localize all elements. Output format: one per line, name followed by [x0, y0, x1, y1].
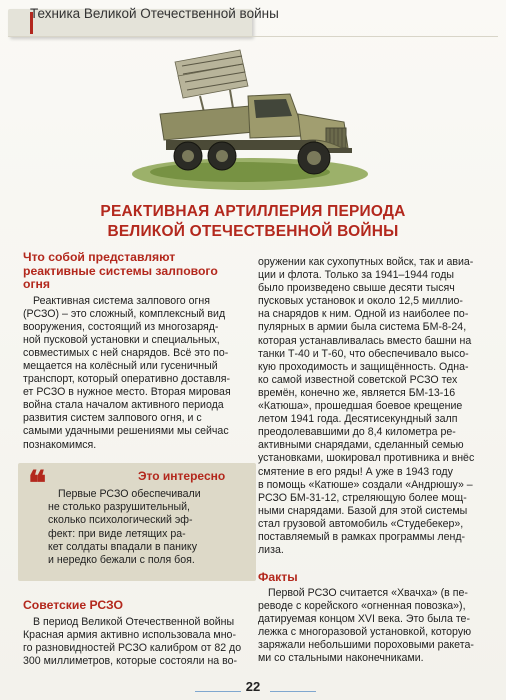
- text-line: ными снарядами. Базой для этой системы: [258, 504, 468, 517]
- text-line: летом 1941 года. Десятисекундный залп: [258, 413, 458, 426]
- text-line: ной пусковой установки и специальных,: [23, 333, 220, 346]
- text-line: которая устанавливалась вместо башни на: [258, 334, 472, 347]
- header-divider: [8, 36, 498, 37]
- text-line: совместимых с ней снарядов. Всё это по-: [23, 346, 229, 359]
- text-line: было произведено свыше десяти тысяч: [258, 282, 455, 295]
- section-soviet-rszo: [23, 599, 251, 668]
- header-title: Техника Великой Отечественной войны: [30, 6, 279, 21]
- text-line: Красная армия активно использовала мно-: [23, 628, 236, 641]
- text-line: датируемая концом XVI века. Это была те-: [258, 612, 470, 625]
- text-line: 300 миллиметров, которые состояли на во-: [23, 654, 238, 667]
- text-line: война стала началом активного периода: [23, 399, 224, 412]
- text-line: мещается на колёсный или гусеничный: [23, 359, 218, 372]
- interesting-label: Это интересно: [138, 469, 226, 483]
- text-line: кую проходимость и защищённость. Одна-: [258, 360, 469, 373]
- text-line: поставляемый в рамках программы ленд-: [258, 530, 466, 543]
- text-line: ет РСЗО в нужное место. Вторая мировая: [23, 386, 231, 399]
- text-line: танки Т-40 и Т-60, что обеспечивало высо-: [258, 347, 469, 360]
- text-line: вооружения, состоящий из многозаряд-: [23, 320, 219, 333]
- interesting-text: [48, 488, 244, 567]
- text-line: познакомимся.: [23, 438, 97, 451]
- section-what-is-rszo: [23, 251, 251, 452]
- text-line: лежка с многоразовой установкой, которую: [258, 625, 472, 638]
- page-title: [40, 202, 466, 242]
- text-line: ции и флота. Только за 1941–1944 годы: [258, 269, 454, 282]
- text-line: смятение в его ряды! А уже в 1943 году: [258, 465, 453, 478]
- text-line: преодолевавшими до 8,4 километра ре-: [258, 426, 456, 439]
- text-line: Первой РСЗО считается «Хвачха» (в пе-: [268, 586, 468, 599]
- text-line: на снарядов к ним. Одной из наиболее по-: [258, 308, 469, 321]
- text-line: и нередко бежали с поля боя.: [48, 554, 195, 567]
- section-heading: [23, 251, 251, 292]
- section-body: [23, 295, 251, 452]
- text-line: самыми удачными решениями мы сейчас: [23, 425, 229, 438]
- text-line: го разновидностей РСЗО калибром от 82 до: [23, 641, 242, 654]
- right-column-text: [258, 256, 490, 557]
- text-line: (РСЗО) – это сложный, комплексный вид: [23, 307, 226, 320]
- quote-icon: ❝: [28, 464, 47, 504]
- section-heading-line: реактивные системы залпового: [23, 263, 218, 278]
- text-line: развития систем залпового огня, и с: [23, 412, 202, 425]
- text-line: заряжали небольшими пороховыми ракета-: [258, 638, 474, 651]
- text-line: ко самой известной советской РСЗО тех: [258, 373, 458, 386]
- page-title-line-1: РЕАКТИВНАЯ АРТИЛЛЕРИЯ ПЕРИОДА: [100, 203, 406, 220]
- text-line: активными снарядами, сделанный семью: [258, 439, 464, 452]
- text-line: не столько разрушительный,: [48, 501, 190, 514]
- section-facts: [258, 571, 490, 665]
- section-heading: Факты: [258, 570, 298, 584]
- text-line: сколько психологический эф-: [48, 514, 193, 527]
- text-line: фект: при виде летящих ра-: [48, 527, 186, 540]
- text-line: стал грузовой автомобиль «Студебекер»,: [258, 517, 464, 530]
- text-line: Первые РСЗО обеспечивали: [58, 488, 201, 500]
- section-heading: Советские РСЗО: [23, 598, 123, 612]
- text-line: лиза.: [258, 544, 284, 557]
- text-line: ми со стальными наконечниками.: [258, 651, 424, 664]
- katyusha-truck-illustration: [130, 44, 370, 194]
- text-line: пусковых установок и около 12,5 миллио-: [258, 295, 463, 308]
- text-line: РСЗО БМ-31-12, стреляющую более мощ-: [258, 491, 467, 504]
- section-heading-line: Что собой представляют: [23, 250, 176, 264]
- text-line: транспорт, который оперативно доставля-: [23, 373, 231, 386]
- text-line: оружении как сухопутных войск, так и авиа-: [258, 256, 474, 268]
- text-line: Реактивная система залпового огня: [33, 294, 210, 307]
- text-line: в помощь «Катюше» создали «Андрюшу» –: [258, 478, 473, 491]
- text-line: «Катюша», прошедшая боевое крещение: [258, 400, 463, 413]
- text-line: кет солдаты впадали в панику: [48, 540, 197, 553]
- section-body: [258, 587, 490, 666]
- section-heading-line: огня: [23, 277, 50, 291]
- text-line: времён, конечно же, является БМ-13-16: [258, 386, 456, 399]
- page-number: 22: [245, 679, 261, 694]
- text-line: установками, шокировал противника и внёс: [258, 452, 475, 465]
- text-line: реводе с корейского «огненная повозка»),: [258, 599, 466, 612]
- section-body: [23, 616, 251, 668]
- page-title-line-2: ВЕЛИКОЙ ОТЕЧЕСТВЕННОЙ ВОЙНЫ: [107, 223, 399, 240]
- text-line: В период Великой Отечественной войны: [33, 615, 235, 628]
- text-line: пулярных в армии была система БМ-8-24,: [258, 321, 467, 334]
